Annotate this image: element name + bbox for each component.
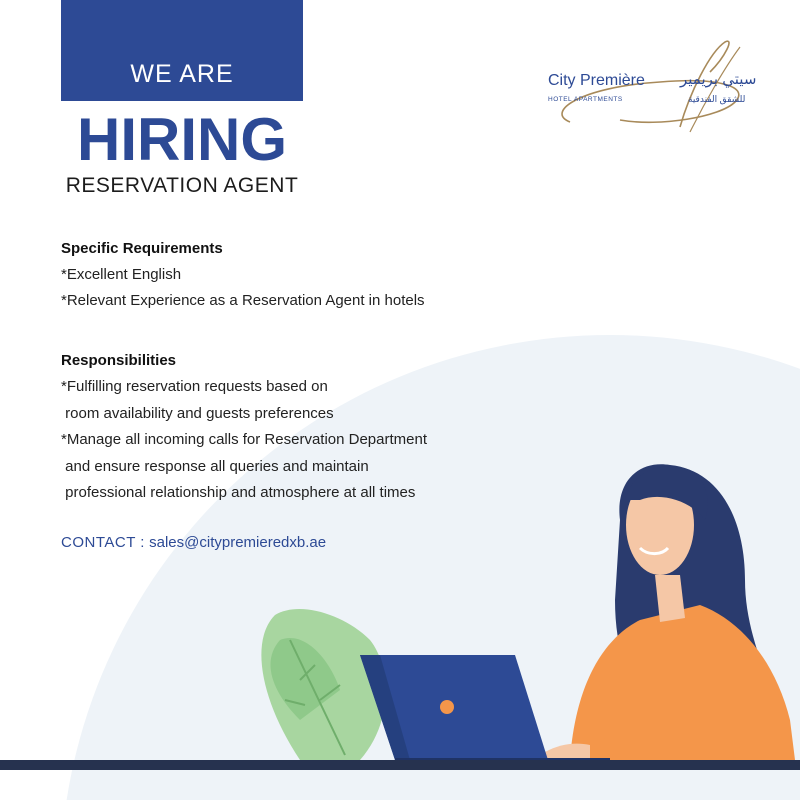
requirements-title: Specific Requirements	[61, 240, 223, 257]
logo-sub-en: HOTEL APARTMENTS	[548, 96, 623, 103]
requirement-item: *Excellent English	[61, 266, 182, 283]
logo-name-en: City Première	[548, 72, 645, 89]
headline-hiring: HIRING	[77, 106, 287, 173]
responsibility-line: room availability and guests preferences	[61, 405, 334, 422]
position-title: RESERVATION AGENT	[65, 174, 299, 197]
plant-icon	[261, 609, 385, 760]
responsibilities-title: Responsibilities	[61, 352, 177, 369]
responsibility-line: professional relationship and atmosphere at all times	[61, 484, 416, 501]
contact-label: CONTACT :	[61, 534, 145, 551]
desk-bar	[0, 760, 800, 770]
responsibility-line: and ensure response all queries and maintain	[61, 458, 369, 475]
contact-email-link[interactable]: sales@citypremieredxb.ae	[149, 534, 327, 551]
requirement-item: *Relevant Experience as a Reservation Agent in hotels	[61, 292, 425, 309]
responsibility-line: *Manage all incoming calls for Reservation Department	[61, 431, 428, 448]
banner-we-are: WE ARE	[130, 60, 234, 88]
logo-sub-ar: للشقق الفندقية	[688, 94, 746, 104]
logo-name-ar: سيتي بريمير	[680, 71, 757, 88]
responsibility-line: *Fulfilling reservation requests based on	[61, 378, 328, 395]
